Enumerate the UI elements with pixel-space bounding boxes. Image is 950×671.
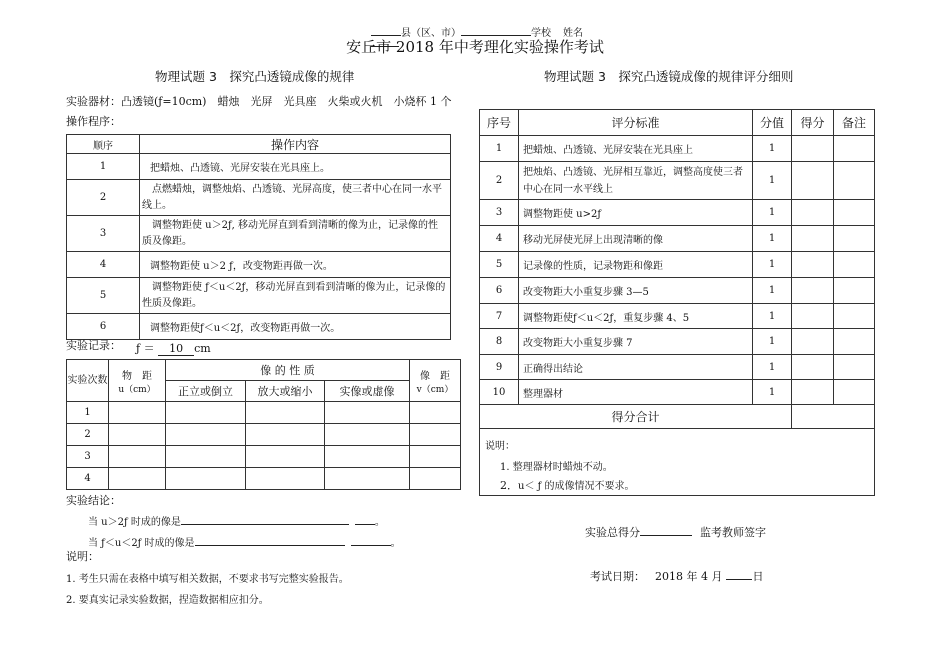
total-score-blank[interactable] bbox=[640, 535, 692, 536]
equipment-list: 实验器材：凸透镜(ƒ=10cm) 蜡烛 光屏 光具座 火柴或火机 小烧杯 1 个 bbox=[66, 95, 452, 108]
rec-header-image: 像 距 v（cm） bbox=[410, 360, 461, 402]
table-row: 10 整理器材 1 bbox=[480, 380, 875, 405]
table-row: 1 把蜡烛、凸透镜、光屏安装在光具座上 1 bbox=[480, 136, 875, 162]
conclusion-label: 实验结论： bbox=[66, 494, 121, 507]
right-notes-label: 说明： bbox=[485, 441, 515, 452]
score-header-value: 分值 bbox=[753, 110, 792, 136]
total-score-cell[interactable] bbox=[792, 405, 875, 429]
school-label: 学校 bbox=[531, 28, 551, 39]
rec-header-object: 物 距 u（cm） bbox=[109, 360, 166, 402]
table-row: 6 改变物距大小重复步骤 3—5 1 bbox=[480, 278, 875, 304]
table-row: 1 bbox=[67, 402, 461, 424]
table-row: 5 调整物距使 ƒ＜u＜2ƒ，移动光屏直到看到清晰的像为止，记录像的性质及像距。 bbox=[67, 278, 451, 314]
table-row: 9 正确得出结论 1 bbox=[480, 355, 875, 380]
record-table bbox=[66, 359, 461, 490]
name-label: 姓名 bbox=[563, 28, 583, 39]
rec-header-size: 放大或缩小 bbox=[246, 381, 325, 402]
score-header-criteria: 评分标准 bbox=[519, 110, 753, 136]
score-header-got: 得分 bbox=[792, 110, 834, 136]
table-row: 5 记录像的性质，记录物距和像距 1 bbox=[480, 252, 875, 278]
left-note-2: 2. 要真实记录实验数据，捏造数据相应扣分。 bbox=[66, 595, 269, 606]
table-row: 7 调整物距使ƒ＜u＜2ƒ，重复步骤 4、5 1 bbox=[480, 304, 875, 329]
left-note-1: 1. 考生只需在表格中填写相关数据，不要求书写完整实验报告。 bbox=[66, 574, 349, 585]
procedure-table bbox=[66, 134, 451, 340]
scoring-table bbox=[479, 109, 875, 429]
procedure-label: 操作程序： bbox=[66, 115, 121, 128]
record-label: 实验记录： bbox=[66, 339, 121, 352]
right-note-2: 2．u＜ ƒ 的成像情况不要求。 bbox=[500, 479, 635, 492]
table-row: 2 点燃蜡烛，调整烛焰、凸透镜、光屏高度，使三者中心在同一水平线上。 bbox=[67, 180, 451, 216]
table-row: 4 bbox=[67, 468, 461, 490]
right-note-1: 1. 整理器材时蜡烛不动。 bbox=[500, 462, 613, 473]
table-row: 4 移动光屏使光屏上出现清晰的像 1 bbox=[480, 226, 875, 252]
table-row: 8 改变物距大小重复步骤 7 1 bbox=[480, 329, 875, 355]
table-row: 3 调整物距使 u>2ƒ 1 bbox=[480, 200, 875, 226]
focal-length: ƒ ＝ 10 cm bbox=[136, 342, 211, 355]
table-row: 2 把烛焰、凸透镜、光屏相互靠近，调整高度使三者中心在同一水平线上 1 bbox=[480, 162, 875, 200]
day-blank[interactable] bbox=[726, 579, 752, 580]
proc-header-content: 操作内容 bbox=[140, 135, 451, 154]
conclusion-2: 当 ƒ＜u＜2ƒ 时成的像是 。 bbox=[88, 538, 401, 549]
rec-header-times: 实验次数 bbox=[67, 360, 109, 402]
rec-header-nature: 像 的 性 质 bbox=[166, 360, 410, 381]
total-score-line: 实验总得分 监考教师签字 bbox=[585, 526, 766, 539]
table-row: 2 bbox=[67, 424, 461, 446]
county-label: 县（区、市） bbox=[401, 28, 461, 39]
score-header-no: 序号 bbox=[480, 110, 519, 136]
proc-header-no: 顺序 bbox=[67, 135, 140, 154]
table-row: 6 调整物距使ƒ＜u＜2ƒ，改变物距再做一次。 bbox=[67, 314, 451, 340]
left-title: 物理试题 3 探究凸透镜成像的规律 bbox=[155, 69, 355, 84]
table-row: 1 把蜡烛、凸透镜、光屏安装在光具座上。 bbox=[67, 154, 451, 180]
total-label: 得分合计 bbox=[480, 405, 792, 429]
exam-date: 考试日期： 2018 年 4 月 日 bbox=[590, 570, 764, 583]
left-notes-label: 说明： bbox=[66, 550, 99, 563]
right-title: 物理试题 3 探究凸透镜成像的规律评分细则 bbox=[544, 69, 794, 84]
page-title: 安丘市 2018 年中考理化实验操作考试 bbox=[346, 38, 604, 56]
conclusion-1: 当 u＞2ƒ 时成的像是 。 bbox=[88, 517, 385, 528]
table-row: 3 调整物距使 u＞2ƒ, 移动光屏直到看到清晰的像为止，记录像的性质及像距。 bbox=[67, 216, 451, 252]
rec-header-real: 实像或虚像 bbox=[325, 381, 410, 402]
score-header-remark: 备注 bbox=[834, 110, 875, 136]
rec-header-upright: 正立或倒立 bbox=[166, 381, 246, 402]
table-row: 4 调整物距使 u＞2 ƒ，改变物距再做一次。 bbox=[67, 252, 451, 278]
total-row bbox=[480, 405, 875, 429]
table-row: 3 bbox=[67, 446, 461, 468]
focal-value: 10 bbox=[158, 342, 194, 356]
